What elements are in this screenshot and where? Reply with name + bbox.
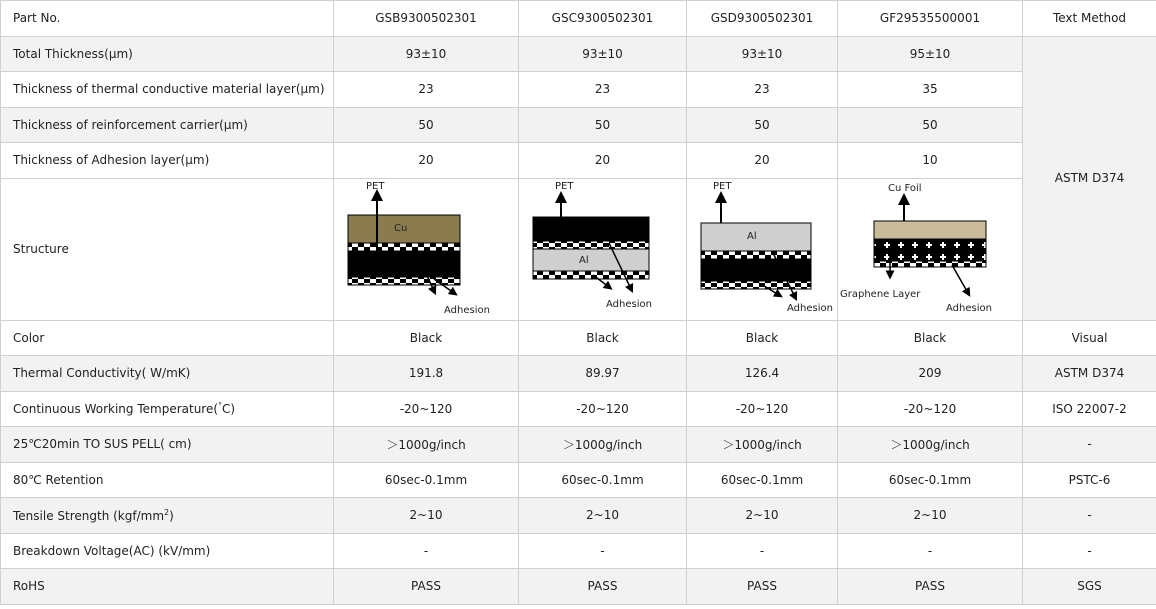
cell-value: PASS — [838, 569, 1023, 605]
cell-value: 191.8 — [334, 356, 519, 392]
method-cell: SGS — [1023, 569, 1156, 605]
table-row — [1, 36, 1156, 72]
table-row — [1, 107, 1156, 143]
cell-value: - — [334, 533, 519, 569]
cell-value: 93±10 — [519, 36, 687, 72]
structure-gsb-diagram — [334, 179, 519, 320]
gf-graphene-label: Graphene Layer — [840, 288, 921, 300]
gsc-adhesion-label: Adhesion — [606, 298, 652, 310]
gsd-pet-label: PET — [713, 180, 732, 192]
cell-value: -20~120 — [519, 391, 687, 427]
gsb-pet-label: PET — [366, 180, 385, 192]
row-label: Thickness of Adhesion layer(μm) — [1, 143, 334, 179]
cell-value: 2~10 — [519, 498, 687, 534]
cell-value: Black — [838, 320, 1023, 356]
gf-adhesion-label: Adhesion — [946, 302, 992, 314]
cell-value: 60sec-0.1mm — [687, 462, 838, 498]
cell-value: -20~120 — [334, 391, 519, 427]
label-tail: ) — [169, 508, 174, 523]
thickness-method: ASTM D374 — [1054, 171, 1125, 185]
row-label — [1, 498, 334, 534]
cell-value: 93±10 — [334, 36, 519, 72]
cell-value: - — [519, 533, 687, 569]
table-row — [1, 533, 1156, 569]
label-tail: C) — [222, 402, 236, 417]
row-label: 80℃ Retention — [1, 462, 334, 498]
cell-value: 126.4 — [687, 356, 838, 392]
structure-gsd — [687, 178, 838, 320]
method-cell: ISO 22007-2 — [1023, 391, 1156, 427]
cell-value: 89.97 — [519, 356, 687, 392]
cell-value: 209 — [838, 356, 1023, 392]
part-gsc-header: GSC9300502301 — [519, 1, 687, 37]
cell-value: -20~120 — [838, 391, 1023, 427]
header-row — [1, 1, 1156, 37]
row-label: 25℃20min TO SUS PELL( cm) — [1, 427, 334, 463]
structure-gsc-diagram — [519, 179, 687, 320]
cell-value: 50 — [334, 107, 519, 143]
cell-value: 23 — [519, 72, 687, 108]
method-header: Text Method — [1023, 1, 1156, 37]
part-no-header: Part No. — [1, 1, 334, 37]
row-label: Thermal Conductivity( W/mK) — [1, 356, 334, 392]
cell-value: 23 — [687, 72, 838, 108]
method-cell: - — [1023, 498, 1156, 534]
gsb-cu-label: Cu — [394, 222, 408, 234]
cell-value: 35 — [838, 72, 1023, 108]
cell-value: Black — [687, 320, 838, 356]
table-row — [1, 427, 1156, 463]
cell-value: 20 — [519, 143, 687, 179]
table-row — [1, 72, 1156, 108]
row-label: Total Thickness(μm) — [1, 36, 334, 72]
method-cell: - — [1023, 427, 1156, 463]
part-gsb-header: GSB9300502301 — [334, 1, 519, 37]
label-text: Continuous Working Temperature( — [13, 402, 219, 417]
label-text: Tensile Strength (kgf/mm — [13, 508, 165, 523]
table-row — [1, 356, 1156, 392]
cell-value: ＞1000g/inch — [519, 427, 687, 463]
cell-value: 2~10 — [838, 498, 1023, 534]
method-cell: ASTM D374 — [1023, 356, 1156, 392]
table-row — [1, 569, 1156, 605]
row-label: Breakdown Voltage(AC) (kV/mm) — [1, 533, 334, 569]
cell-value: 2~10 — [687, 498, 838, 534]
table-row — [1, 462, 1156, 498]
cell-value: PASS — [519, 569, 687, 605]
degree-sup: ° — [218, 401, 223, 411]
structure-gsd-diagram — [687, 179, 838, 320]
table-row — [1, 320, 1156, 356]
cell-value: PASS — [687, 569, 838, 605]
cell-value: 20 — [687, 143, 838, 179]
gsb-adhesion-label: Adhesion — [444, 304, 490, 316]
cell-value: 50 — [687, 107, 838, 143]
method-cell: Visual — [1023, 320, 1156, 356]
structure-gf — [838, 178, 1023, 320]
row-label — [1, 391, 334, 427]
cell-value: - — [838, 533, 1023, 569]
method-cell: - — [1023, 533, 1156, 569]
cell-value: ＞1000g/inch — [334, 427, 519, 463]
gf-cu-foil-label: Cu Foil — [888, 182, 922, 194]
cell-value: ＞1000g/inch — [687, 427, 838, 463]
structure-gsb — [334, 178, 519, 320]
cell-value: 10 — [838, 143, 1023, 179]
row-label: Thickness of thermal conductive material layer(μm) — [1, 72, 334, 108]
structure-gsc — [519, 178, 687, 320]
cell-value: 95±10 — [838, 36, 1023, 72]
cell-value: 2~10 — [334, 498, 519, 534]
cell-value: -20~120 — [687, 391, 838, 427]
row-label: Thickness of reinforcement carrier(μm) — [1, 107, 334, 143]
cell-value: Black — [519, 320, 687, 356]
row-label: Structure — [1, 178, 334, 320]
gsd-adhesion-label: Adhesion — [787, 302, 833, 314]
row-label: RoHS — [1, 569, 334, 605]
squared-sup: 2 — [164, 507, 170, 517]
table-row — [1, 143, 1156, 179]
cell-value: 50 — [838, 107, 1023, 143]
cell-value: 60sec-0.1mm — [334, 462, 519, 498]
cell-value: 20 — [334, 143, 519, 179]
gsc-pet-label: PET — [555, 180, 574, 192]
cell-value: ＞1000g/inch — [838, 427, 1023, 463]
thickness-method-cell — [1023, 36, 1156, 320]
structure-row — [1, 178, 1156, 320]
method-cell: PSTC-6 — [1023, 462, 1156, 498]
cell-value: 50 — [519, 107, 687, 143]
table-row — [1, 498, 1156, 534]
part-gf-header: GF29535500001 — [838, 1, 1023, 37]
cell-value: 23 — [334, 72, 519, 108]
part-gsd-header: GSD9300502301 — [687, 1, 838, 37]
row-label: Color — [1, 320, 334, 356]
cell-value: 60sec-0.1mm — [838, 462, 1023, 498]
gsc-al-label: Al — [579, 254, 589, 266]
gsd-al-label: Al — [747, 230, 757, 242]
cell-value: 93±10 — [687, 36, 838, 72]
cell-value: 60sec-0.1mm — [519, 462, 687, 498]
cell-value: Black — [334, 320, 519, 356]
table-row — [1, 391, 1156, 427]
cell-value: - — [687, 533, 838, 569]
cell-value: PASS — [334, 569, 519, 605]
